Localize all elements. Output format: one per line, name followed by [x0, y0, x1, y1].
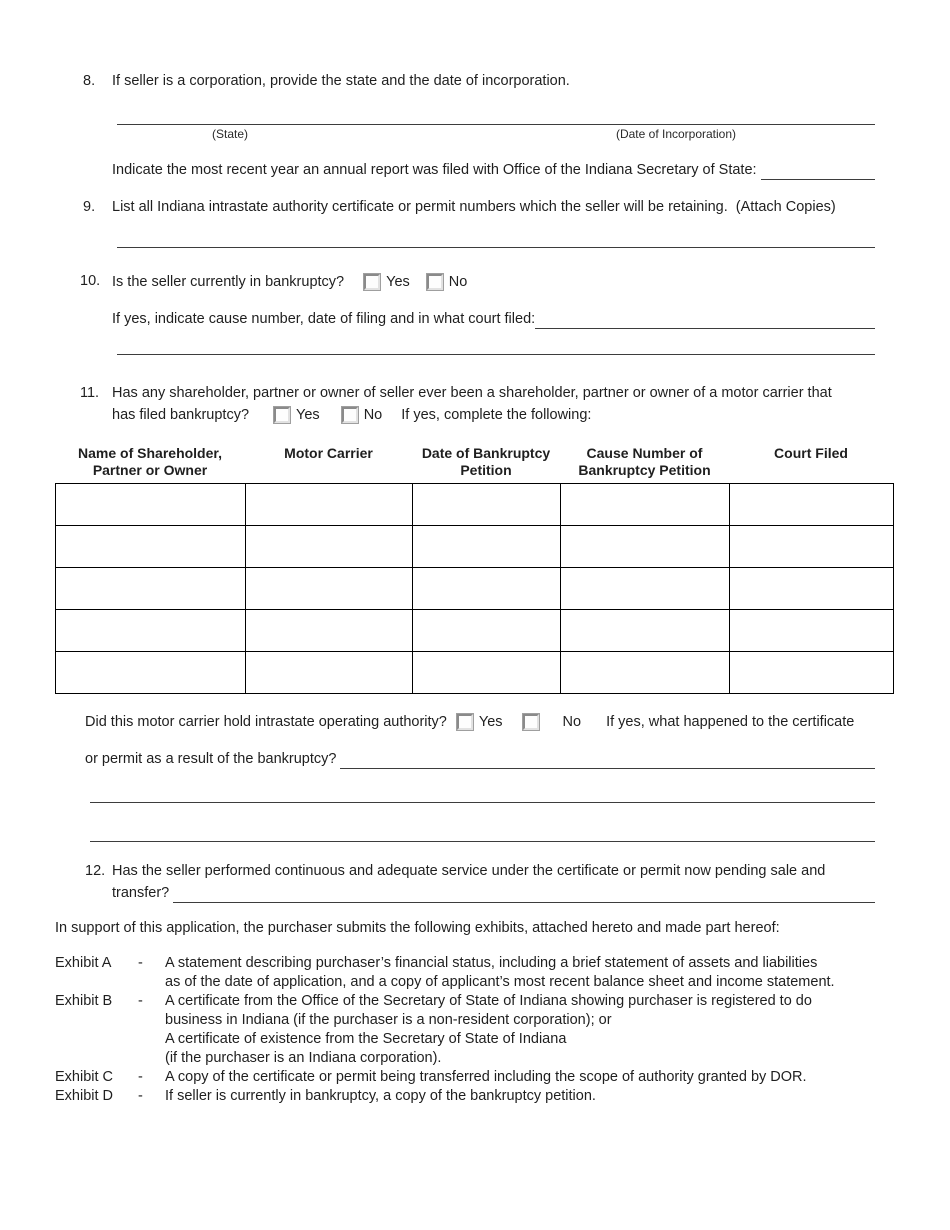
table-cell: [413, 526, 561, 568]
table-cell: [56, 610, 246, 652]
bankruptcy-result-fill-line: [340, 751, 875, 769]
table-row: [56, 484, 894, 526]
bankruptcy-table: [55, 483, 894, 694]
item-10-if-yes-text: If yes, indicate cause number, date of filing and in what court filed:: [112, 311, 536, 327]
state-caption: (State): [211, 127, 249, 141]
exhibits-list: [55, 954, 900, 1106]
item-12-number: 12.: [85, 863, 106, 879]
shareholder-bankruptcy-no-label: No: [363, 407, 383, 423]
table-row: [56, 568, 894, 610]
table-row: [56, 526, 894, 568]
item-11-number: 11.: [80, 385, 100, 401]
table-cell: [561, 568, 730, 610]
exhibit-row: [55, 1087, 900, 1106]
table-cell: [561, 484, 730, 526]
exhibit-row: [55, 954, 900, 992]
table-cell: [56, 526, 246, 568]
item-8-text: If seller is a corporation, provide the state and the date of incorporation.: [112, 73, 570, 89]
exhibit-description: A copy of the certificate or permit being transferred including the scope of authority granted by DOR.: [165, 1069, 807, 1085]
seller-bankruptcy-yes-checkbox[interactable]: [364, 274, 380, 290]
exhibit-description: If seller is currently in bankruptcy, a copy of the bankruptcy petition.: [165, 1088, 596, 1104]
annual-report-row: [112, 160, 875, 180]
intrastate-authority-question: Did this motor carrier hold intrastate operating authority?: [85, 714, 447, 730]
table-cell: [56, 484, 246, 526]
exhibit-label: Exhibit D: [55, 1088, 114, 1104]
intrastate-authority-no-label: No: [562, 714, 582, 730]
intrastate-authority-row: [85, 711, 854, 733]
item-10-if-yes-row: [112, 309, 875, 329]
table-header-cell: Name of Shareholder, Partner or Owner: [78, 445, 222, 478]
blank-fill-line-1: [90, 802, 875, 803]
seller-bankruptcy-no-checkbox[interactable]: [427, 274, 443, 290]
table-row: [56, 652, 894, 694]
table-cell: [561, 652, 730, 694]
exhibit-label: Exhibit B: [55, 993, 113, 1009]
exhibit-label: Exhibit C: [55, 1069, 114, 1085]
table-header-cell: Cause Number of Bankruptcy Petition: [578, 445, 711, 478]
bankruptcy-result-text: or permit as a result of the bankruptcy?: [85, 751, 337, 767]
bankruptcy-table-header: [55, 445, 893, 479]
item-12-text-line1: Has the seller performed continuous and adequate service under the certificate or permit now pending sale and: [112, 863, 826, 879]
table-cell: [561, 610, 730, 652]
exhibit-dash: -: [138, 1069, 143, 1085]
seller-bankruptcy-no-label: No: [448, 274, 468, 290]
table-cell: [561, 526, 730, 568]
exhibits-intro: In support of this application, the purchaser submits the following exhibits, attached hereto and made part hereof:: [55, 920, 780, 936]
shareholder-bankruptcy-no-checkbox[interactable]: [342, 407, 358, 423]
table-header-cell: Date of Bankruptcy Petition: [421, 445, 551, 478]
blank-fill-line-2: [90, 841, 875, 842]
intrastate-authority-yes-label: Yes: [478, 714, 503, 730]
item-10-row: [112, 271, 467, 293]
item-8-number: 8.: [83, 73, 96, 89]
item-11-complete-text: If yes, complete the following:: [401, 407, 592, 423]
annual-report-fill-line: [761, 162, 875, 180]
table-cell: [413, 652, 561, 694]
table-cell: [413, 568, 561, 610]
intrastate-authority-yes-checkbox[interactable]: [457, 714, 473, 730]
table-cell: [730, 568, 894, 610]
item-12-row2: [112, 883, 875, 903]
seller-bankruptcy-yes-label: Yes: [386, 274, 410, 290]
intrastate-authority-tail-text: If yes, what happened to the certificate: [606, 714, 855, 730]
exhibit-label: Exhibit A: [55, 955, 112, 971]
table-cell: [246, 526, 413, 568]
table-cell: [246, 652, 413, 694]
state-date-fill-line: [117, 124, 875, 125]
exhibit-row: [55, 992, 900, 1068]
bankruptcy-result-row: [85, 749, 875, 769]
table-cell: [413, 484, 561, 526]
item-9-fill-line: [117, 247, 875, 248]
item-10-fill-line-2: [117, 354, 875, 355]
table-cell: [56, 652, 246, 694]
table-cell: [246, 484, 413, 526]
table-cell: [246, 610, 413, 652]
item-9-text: List all Indiana intrastate authority certificate or permit numbers which the seller will be retaining. (Attach Copies): [112, 199, 836, 215]
exhibit-row: [55, 1068, 900, 1087]
exhibit-description: A certificate from the Office of the Secretary of State of Indiana showing purchaser is registered to do business in Indiana (if the purchaser is a non-resident corporation); or A certificate of existence from the Secretary of State of Indiana (if the purchaser is an Indiana corporation).: [165, 993, 812, 1066]
exhibit-dash: -: [138, 1088, 143, 1104]
item-9-number: 9.: [83, 199, 96, 215]
table-cell: [56, 568, 246, 610]
item-11-row2: [112, 404, 591, 426]
item-11-question-line2: has filed bankruptcy?: [112, 407, 250, 423]
shareholder-bankruptcy-yes-checkbox[interactable]: [274, 407, 290, 423]
item-10-number: 10.: [80, 273, 101, 289]
table-cell: [730, 484, 894, 526]
shareholder-bankruptcy-yes-label: Yes: [296, 407, 320, 423]
item-10-question: Is the seller currently in bankruptcy?: [112, 274, 345, 290]
exhibit-dash: -: [138, 993, 143, 1009]
annual-report-text: Indicate the most recent year an annual report was filed with Office of the Indiana Secretary of State:: [112, 162, 757, 178]
table-row: [56, 610, 894, 652]
table-header-cell: Motor Carrier: [284, 445, 373, 461]
table-cell: [730, 652, 894, 694]
item-10-if-yes-fill-line: [535, 311, 875, 329]
item-12-fill-line: [173, 885, 875, 903]
table-cell: [730, 610, 894, 652]
item-11-question-line1: Has any shareholder, partner or owner of seller ever been a shareholder, partner or owner of a motor carrier that: [112, 385, 832, 401]
item-12-text-line2: transfer?: [112, 885, 170, 901]
table-header-cell: Court Filed: [774, 445, 848, 461]
table-cell: [246, 568, 413, 610]
exhibit-description: A statement describing purchaser’s financial status, including a brief statement of assets and liabilities as of the date of application, and a copy of applicant’s most recent balance sheet and income statement.: [165, 955, 835, 990]
table-cell: [413, 610, 561, 652]
intrastate-authority-no-checkbox[interactable]: [523, 714, 539, 730]
table-cell: [730, 526, 894, 568]
date-of-incorporation-caption: (Date of Incorporation): [615, 127, 737, 141]
exhibit-dash: -: [138, 955, 143, 971]
